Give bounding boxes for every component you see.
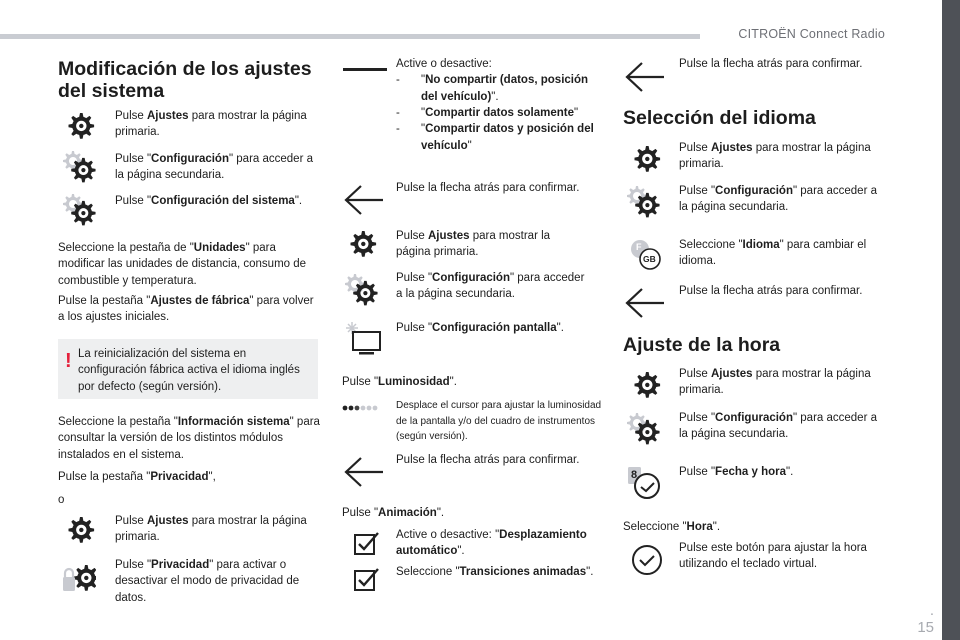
gear-icon [629,143,663,177]
section-title-language: Selección del idioma [623,107,816,129]
back-confirm-0: Pulse la flecha atrás para confirmar. [679,58,863,70]
side-tab [942,0,960,640]
checkbox-icon [352,566,380,594]
toggle-intro: Active o desactive: [396,58,492,70]
gear-icon [63,514,97,548]
double-gear-icon [63,194,97,228]
back-confirm-2: Pulse la flecha atrás para confirmar. [396,454,580,466]
para-brightness: Pulse "Luminosidad". [342,376,457,388]
lang-step-configuration: Pulse "Configuración" para acceder a la página secundaria. [679,185,877,214]
time-step-datetime: Pulse "Fecha y hora". [679,466,794,478]
lang-step-settings: Pulse Ajustes para mostrar la página primaria. [679,142,871,171]
title-line-2: del sistema [58,80,165,102]
screen-icon [343,320,383,356]
option-share-data-position: - "Compartir datos y posición del vehículo" [396,123,594,152]
page-number-block [917,603,934,636]
para-factory: Pulse la pestaña "Ajustes de fábrica" para volver a los ajustes iniciales. [58,295,314,324]
step-settings-2: Pulse Ajustes para mostrar la página primaria. [115,515,307,544]
step-settings-display: Pulse Ajustes para mostrar la página primaria. [396,230,551,259]
running-header: CITROËN Connect Radio [738,27,885,41]
time-step-keyboard: Pulse este botón para ajustar la hora utilizando el teclado virtual. [679,542,867,571]
brightness-slider-icon [340,398,384,418]
option-share-data: - "Compartir datos solamente" [396,106,579,119]
step-privacy: Pulse "Privacidad" para activar o desactivar el modo de privacidad de datos. [115,559,300,604]
section-title-time: Ajuste de la hora [623,334,781,356]
double-gear-icon [627,413,661,447]
minus-icon [342,60,388,94]
clock-icon [627,465,663,501]
para-system-info: Seleccione la pestaña "Información sistema" para consultar la versión de los distintos módulos instalados en el sistema. [58,416,320,461]
lang-step-select: Seleccione "Idioma" para cambiar el idioma. [679,239,867,268]
step-configuration: Pulse "Configuración" para acceder a la página secundaria. [115,153,313,182]
back-confirm-1: Pulse la flecha atrás para confirmar. [396,182,580,194]
time-step-configuration: Pulse "Configuración" para acceder a la página secundaria. [679,412,877,441]
title-line-1: Modificación de los ajustes [58,58,312,80]
para-animation: Pulse "Animación". [342,507,445,519]
warning-box [58,339,318,399]
double-gear-icon [627,186,661,220]
clock-icon-badge: 8 [631,469,638,481]
para-select-hour: Seleccione "Hora". [623,521,721,533]
double-gear-icon [345,274,379,308]
step-configuration-display: Pulse "Configuración" para acceder a la página secundaria. [396,272,585,301]
gear-icon [345,228,379,262]
language-icon-top: F [636,242,642,252]
step-display-config: Pulse "Configuración pantalla". [396,322,564,334]
slider-description: Desplace el cursor para ajustar la luminosidad de la pantalla y/o del cuadro de instrumentos (según versión). [396,400,602,442]
privacy-options [396,56,606,154]
lock-gear-icon [62,560,96,594]
section-title-system [58,58,312,102]
gear-icon [629,369,663,403]
option-transitions: Seleccione "Transiciones animadas". [396,566,594,578]
para-privacy: Pulse la pestaña "Privacidad", [58,471,216,483]
language-icon-bottom: GB [643,254,656,264]
para-units: Seleccione la pestaña de "Unidades" para modificar las unidades de distancia, consumo de combustible y temperatura. [58,242,307,287]
double-gear-icon [63,151,97,185]
clock-check-icon [630,543,664,577]
page-mark: . [929,602,934,619]
checkbox-icon [352,530,380,558]
back-confirm-3: Pulse la flecha atrás para confirmar. [679,285,863,297]
gear-icon [63,110,97,144]
back-arrow-icon [624,60,666,94]
page-number: 15 [917,618,934,636]
time-step-settings: Pulse Ajustes para mostrar la página primaria. [679,368,871,397]
back-arrow-icon [343,183,385,217]
back-arrow-icon [624,286,666,320]
option-autoscroll: Active o desactive: "Desplazamiento automático". [396,529,587,558]
option-no-share: - "No compartir (datos, posición del vehículo)". [396,74,589,103]
para-or: o [58,494,65,506]
top-rule [0,34,700,39]
step-system-config: Pulse "Configuración del sistema". [115,195,303,207]
language-icon [628,238,664,272]
step-settings: Pulse Ajustes para mostrar la página primaria. [115,110,307,139]
warning-icon: ! [65,350,72,372]
warning-text: La reinicialización del sistema en configuración fábrica activa el idioma inglés por defecto (según versión). [78,348,300,393]
back-arrow-icon [343,455,385,489]
